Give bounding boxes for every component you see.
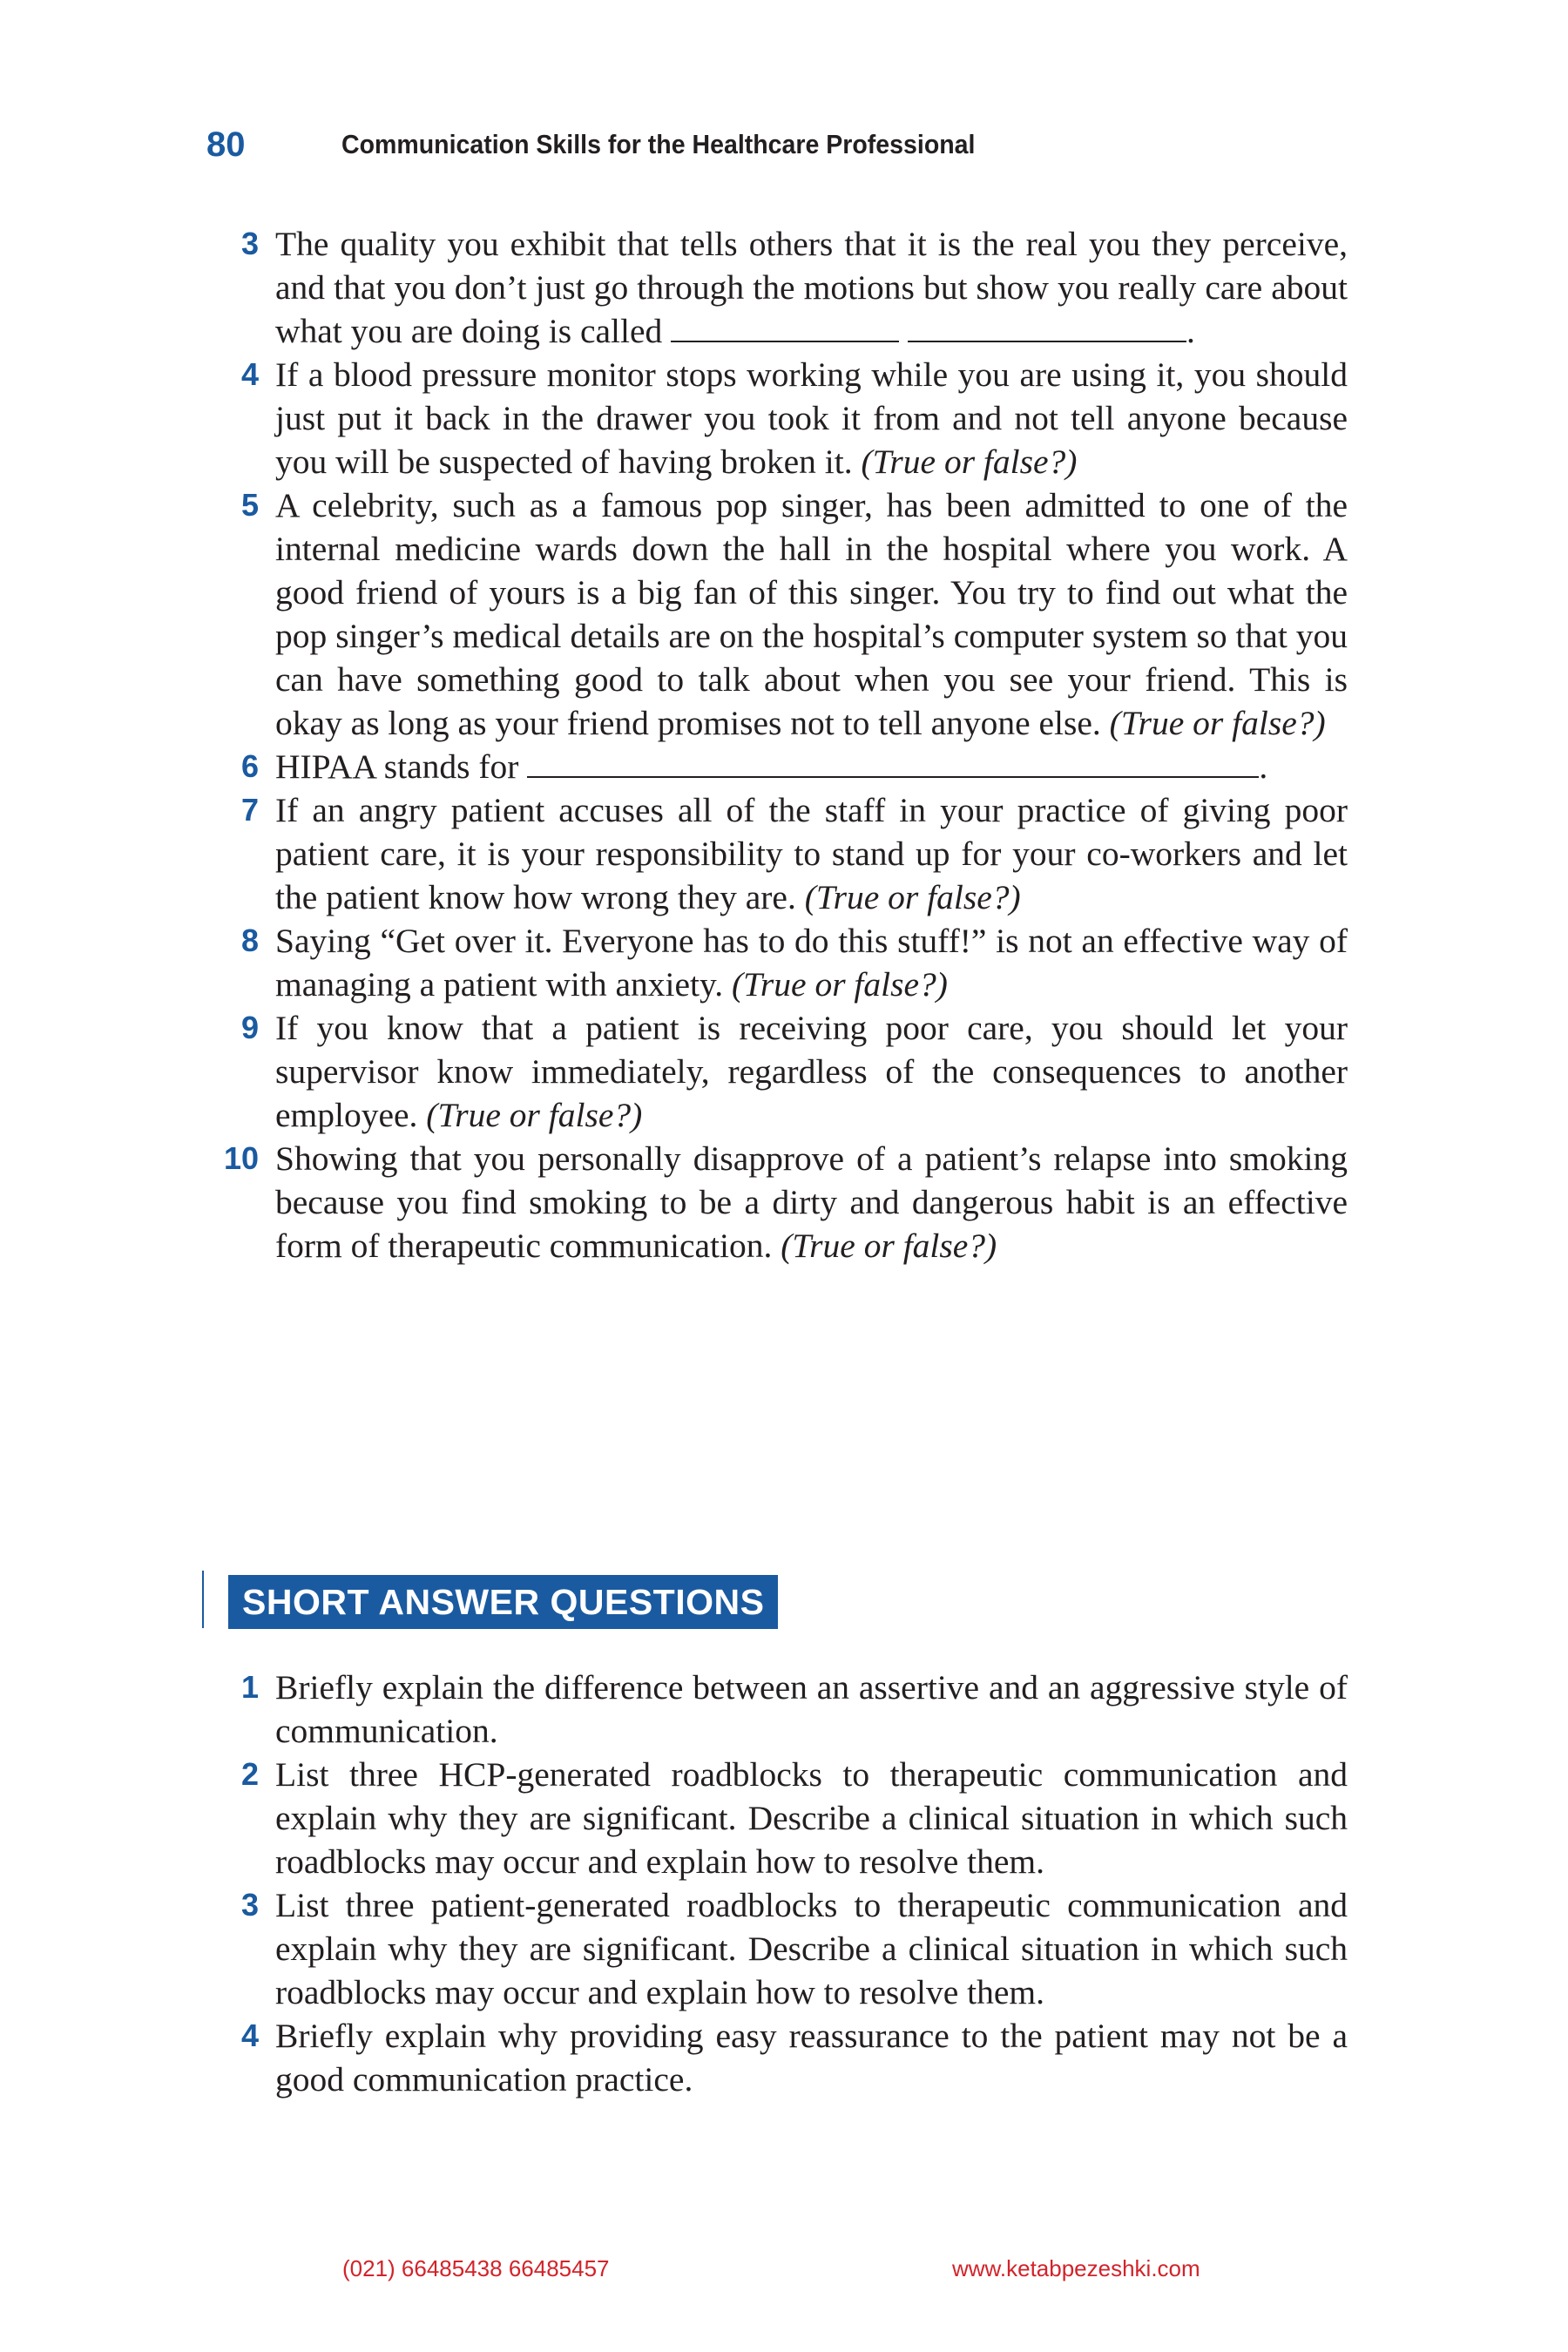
section-accent-bar xyxy=(202,1571,204,1628)
question-number: 2 xyxy=(240,1756,259,1792)
question-text: Showing that you personally disapprove of a patient’s relapse into smoking because you find smoking to be a dirty and dangerous habit is an effective form of therapeutic communication. xyxy=(275,1139,1348,1265)
question-text: List three HCP-generated roadblocks to therapeutic communication and explain why they are significant. Describe a clinical situation in which such roadblocks may occur and explain how to resolve them. xyxy=(275,1755,1348,1881)
question-text: The quality you exhibit that tells others that it is the real you they perceive, and that you don’t just go through the motions but show you really care about what you are doing is called xyxy=(275,225,1348,350)
true-false-marker: (True or false?) xyxy=(804,878,1021,916)
question-text: If an angry patient accuses all of the staff in your practice of giving poor patient care, it is your responsibility to stand up for your co-workers and let the patient know how wrong they are. xyxy=(275,791,1348,916)
question-item xyxy=(206,1666,1348,1753)
section-heading: SHORT ANSWER QUESTIONS xyxy=(228,1575,778,1629)
question-number: 9 xyxy=(240,1010,259,1045)
question-number: 5 xyxy=(240,487,259,523)
page-footer xyxy=(0,2251,1568,2286)
answer-blank xyxy=(527,747,1259,778)
question-number: 3 xyxy=(240,1887,259,1923)
question-item xyxy=(206,353,1348,483)
question-item xyxy=(206,483,1348,745)
question-item: 6 HIPAA stands for . xyxy=(206,745,1348,788)
question-number: 8 xyxy=(240,923,259,958)
question-item: 3 The quality you exhibit that tells others that it is the real you they perceive, and that you don’t just go through the motions but show you really care about what you are doing is called . xyxy=(206,222,1348,353)
question-item xyxy=(206,1137,1348,1267)
question-text: Briefly explain the difference between an assertive and an aggressive style of communication. xyxy=(275,1668,1348,1750)
footer-website[interactable]: www.ketabpezeshki.com xyxy=(952,2255,1200,2281)
true-false-marker: (True or false?) xyxy=(861,443,1078,481)
question-text: A celebrity, such as a famous pop singer, has been admitted to one of the internal medicine wards down the hall in the hospital where you work. A good friend of yours is a big fan of this singer. You try to find out what the pop singer’s medical details are on the hospital’s computer system so that you can have something good to talk about when you see your friend. This is okay as long as your friend promises not to tell anyone else. xyxy=(275,486,1348,742)
question-text: If a blood pressure monitor stops working while you are using it, you should just put it back in the drawer you took it from and not tell anyone because you will be suspected of having broken it. xyxy=(275,355,1348,481)
book-title: Communication Skills for the Healthcare Professional xyxy=(341,129,976,159)
true-false-marker: (True or false?) xyxy=(1109,704,1326,742)
answer-blank xyxy=(671,311,899,342)
question-item xyxy=(206,919,1348,1006)
question-number: 3 xyxy=(240,226,259,261)
true-false-marker: (True or false?) xyxy=(426,1096,643,1134)
true-false-marker: (True or false?) xyxy=(731,965,948,1004)
question-item xyxy=(206,1006,1348,1137)
question-item xyxy=(206,788,1348,919)
question-item xyxy=(206,1753,1348,1883)
question-number: 4 xyxy=(240,356,259,392)
question-number: 6 xyxy=(240,748,259,784)
question-text: Briefly explain why providing easy reassurance to the patient may not be a good communication practice. xyxy=(275,2017,1348,2099)
question-text: HIPAA stands for xyxy=(275,747,519,786)
answer-blank xyxy=(908,311,1186,342)
question-item xyxy=(206,1883,1348,2014)
question-number: 4 xyxy=(240,2017,259,2053)
true-false-marker: (True or false?) xyxy=(781,1227,997,1265)
true-false-question-list xyxy=(206,222,1348,1267)
question-item xyxy=(206,2014,1348,2101)
question-number: 7 xyxy=(240,792,259,828)
question-number: 10 xyxy=(223,1140,259,1176)
question-text: List three patient-generated roadblocks to therapeutic communication and explain why they are significant. Describe a clinical situation in which such roadblocks may occur and explain how to resolve them. xyxy=(275,1886,1348,2011)
page-number: 80 xyxy=(206,125,246,164)
short-answer-question-list xyxy=(206,1666,1348,2101)
question-text: Saying “Get over it. Everyone has to do this stuff!” is not an effective way of managing a patient with anxiety. xyxy=(275,922,1348,1004)
footer-phone: (021) 66485438 66485457 xyxy=(342,2255,610,2281)
question-text: If you know that a patient is receiving poor care, you should let your supervisor know immediately, regardless of the consequences to another employee. xyxy=(275,1009,1348,1134)
question-number: 1 xyxy=(240,1669,259,1705)
